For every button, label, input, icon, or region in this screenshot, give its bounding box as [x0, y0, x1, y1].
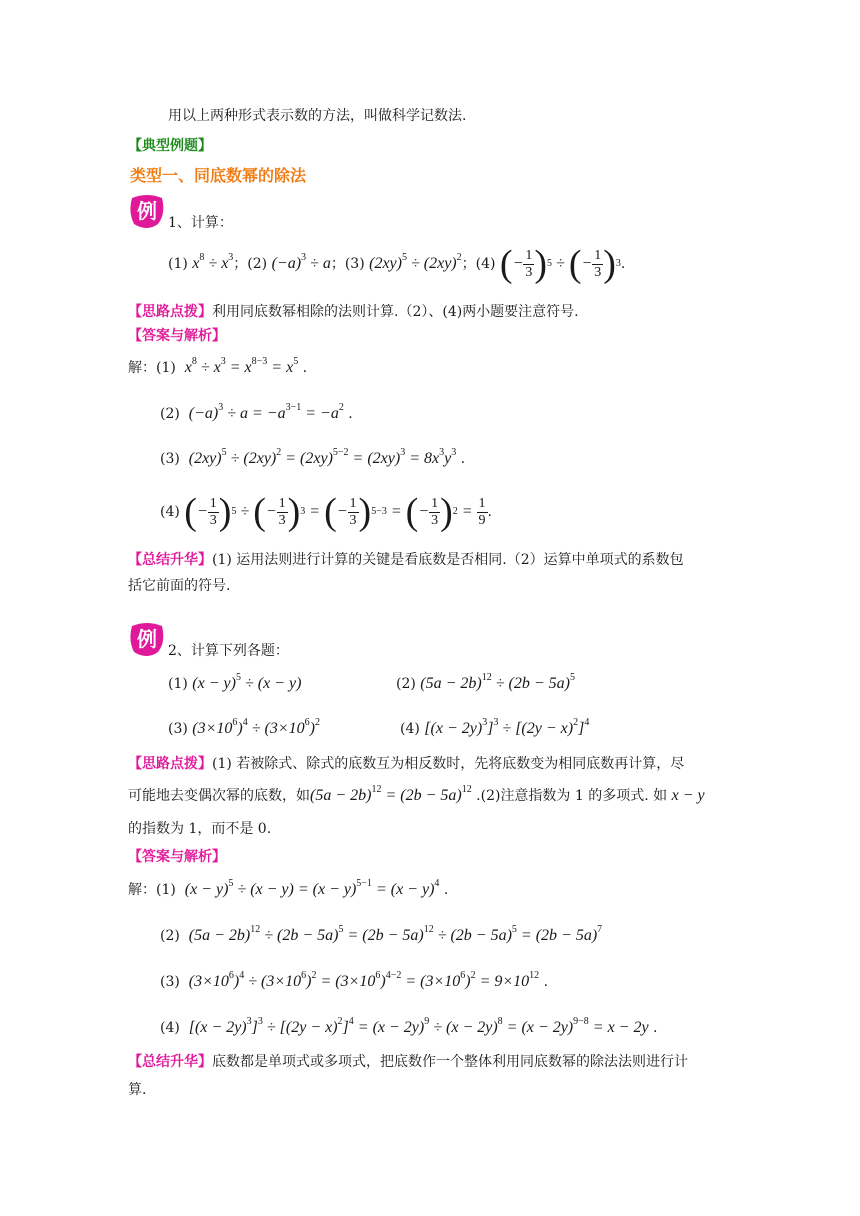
ex1-problems: (1) $x^8 \div x^3$ ； (2) $(-a)^3 \div a$ ； (3) $(2xy)^5 \div (2xy)^2$ ； (4) ( − $\frac{1}{3}$ ) 5 ÷ ( − $\frac{1}{3}$ ) 3 . — [168, 243, 626, 285]
ex2-prob-4: (4) $[(x - 2y)^3]^3 \div [(2y - x)^2]^4$ — [400, 717, 590, 737]
ex2-sol-3: (3) $(3\times 10^6)^4 \div (3\times 10^6)^2 = (3\times 10^6)^{4-2} = (3\times 10^6)^2 = 9\times 10^{12}$ . — [160, 970, 549, 990]
ex1-hint: 【思路点拨】利用同底数幂相除的法则计算.（2）、(4)两小题要注意符号. — [128, 304, 579, 320]
ex2-sol-1: 解：(1) $(x - y)^5 \div (x - y) = (x - y)^{5-1} = (x - y)^4$ . — [128, 878, 449, 898]
ex1-sol-1: 解：(1) $x^8 \div x^3 = x^{8-3} = x^5$ . — [128, 356, 308, 376]
example-badge-icon — [128, 192, 166, 230]
ex1-sol-4: (4) ( − $\frac{1}{3}$ ) 5 ÷ ( − $\frac{1}{3}$ ) 3 = ( − $\frac{1}{3}$ ) 5−3 = ( − $\frac{1}{3}$ ) 2 = $\frac{1}{9}$ . — [160, 491, 492, 533]
svg-text:例: 例 — [137, 199, 157, 223]
ex2-prob-3: (3) $(3\times 10^6)^4 \div (3\times 10^6)^2$ — [168, 717, 320, 737]
ex2-summary-l2: 算. — [128, 1082, 147, 1098]
type1-heading: 类型一、同底数幂的除法 — [130, 166, 307, 185]
ex1-answer-heading: 【答案与解析】 — [128, 328, 226, 344]
ex2-hint-l3: 的指数为 1，而不是 0. — [128, 821, 272, 837]
ex1-sol-2: (2) $(-a)^3 \div a = -a^{3-1} = -a^2$ . — [160, 402, 353, 422]
ex2-sol-4: (4) $[(x - 2y)^3]^3 \div [(2y - x)^2]^4 = (x - 2y)^9 \div (x - 2y)^8 = (x - 2y)^{9-8} = x - 2y$ . — [160, 1016, 658, 1036]
ex2-sol-2: (2) $(5a - 2b)^{12} \div (2b - 5a)^5 = (2b - 5a)^{12} \div (2b - 5a)^5 = (2b - 5a)^7$ — [160, 924, 603, 944]
ex1-title: 1、计算： — [168, 215, 233, 231]
ex2-summary-l1: 【总结升华】底数都是单项式或多项式，把底数作一个整体利用同底数幂的除法法则进行计 — [128, 1054, 688, 1070]
ex2-prob-1: (1) $(x - y)^5 \div (x - y)$ — [168, 672, 302, 692]
ex2-prob-2: (2) $(5a - 2b)^{12} \div (2b - 5a)^5$ — [396, 672, 575, 692]
example-badge-icon — [128, 620, 166, 658]
intro-text: 用以上两种形式表示数的方法，叫做科学记数法. — [168, 108, 467, 124]
ex1-sol-3: (3) $(2xy)^5 \div (2xy)^2 = (2xy)^{5-2} = (2xy)^3 = 8x^3y^3$ . — [160, 447, 466, 467]
ex1-summary-l1: 【总结升华】(1) 运用法则进行计算的关键是看底数是否相同.（2）运算中单项式的系数包 — [128, 552, 684, 568]
ex1-summary-l2: 括它前面的符号. — [128, 578, 231, 594]
ex2-answer-heading: 【答案与解析】 — [128, 849, 226, 865]
typical-examples-heading: 【典型例题】 — [128, 138, 212, 154]
ex2-hint-l2: 可能地去变偶次幂的底数，如$(5a - 2b)^{12} = (2b - 5a)^{12}$ .(2)注意指数为 1 的多项式. 如 x − y — [128, 784, 705, 804]
ex2-title: 2、计算下列各题： — [168, 643, 289, 659]
svg-text:例: 例 — [137, 627, 157, 651]
ex2-hint-l1: 【思路点拨】(1) 若被除式、除式的底数互为相反数时，先将底数变为相同底数再计算，尽 — [128, 756, 685, 772]
